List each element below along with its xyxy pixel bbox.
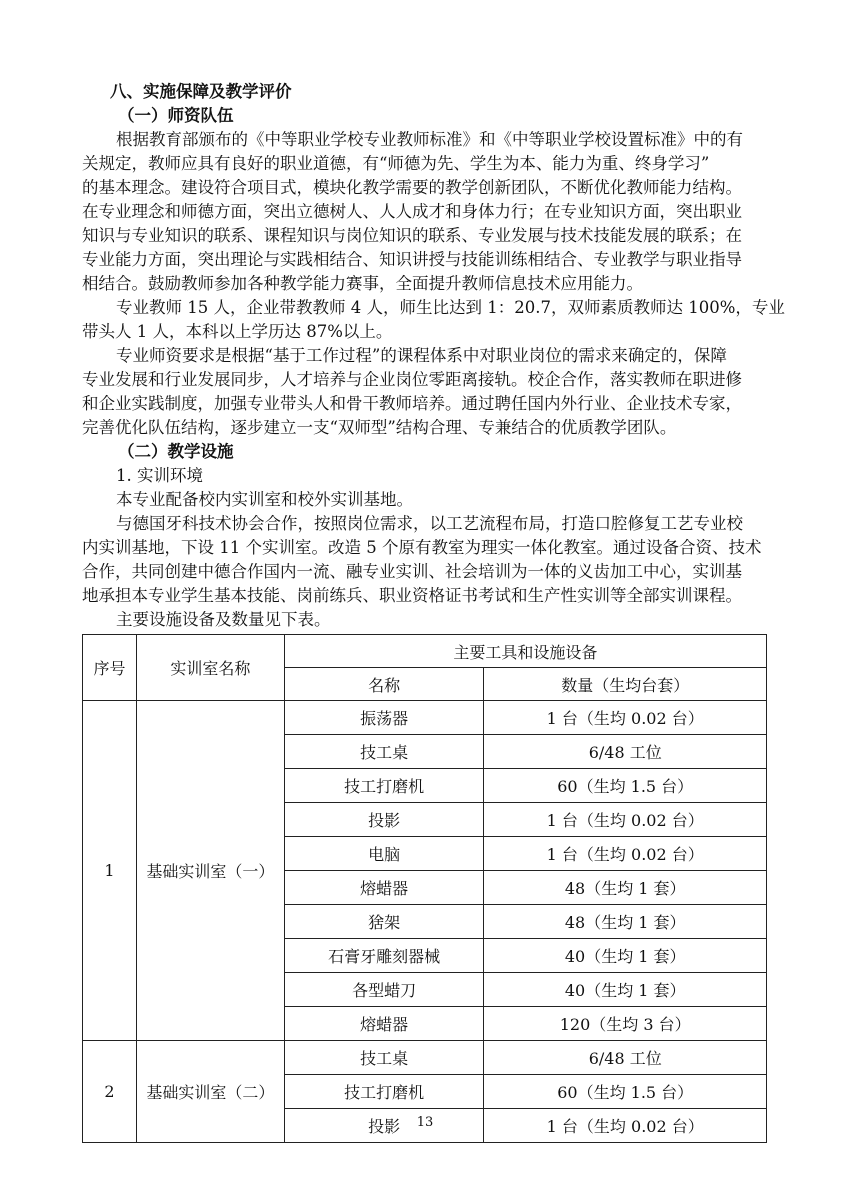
paragraph-line: 知识与专业知识的联系、课程知识与岗位知识的联系、专业发展与技术技能发展的联系；在 bbox=[82, 226, 742, 245]
table-header-row bbox=[83, 635, 767, 668]
room-index-cell: 1 bbox=[83, 701, 137, 1041]
item-qty-cell: 48（生均 1 套） bbox=[484, 871, 767, 905]
paragraph-line: 本专业配备校内实训室和校外实训基地。 bbox=[116, 490, 413, 509]
item-qty-cell: 120（生均 3 台） bbox=[484, 1007, 767, 1041]
item-name-cell: 技工打磨机 bbox=[284, 769, 484, 803]
subsection-heading-facilities: （二）教学设施 bbox=[118, 442, 234, 461]
item-qty-cell: 60（生均 1.5 台） bbox=[484, 1075, 767, 1109]
item-name-cell: 熔蜡器 bbox=[284, 871, 484, 905]
header-equipment-group: 主要工具和设施设备 bbox=[284, 635, 766, 668]
paragraph-line: 内实训基地，下设 11 个实训室。改造 5 个原有教室为理实一体化教室。通过设备合资、技术 bbox=[82, 538, 762, 557]
item-qty-cell: 1 台（生均 0.02 台） bbox=[484, 1109, 767, 1143]
item-name-cell: 猞架 bbox=[284, 905, 484, 939]
paragraph-line: 专业能力方面，突出理论与实践相结合、知识讲授与技能训练相结合、专业教学与职业指导 bbox=[82, 250, 742, 269]
paragraph-line: 完善优化队伍结构，逐步建立一支“双师型”结构合理、专兼结合的优质教学团队。 bbox=[82, 418, 677, 437]
item-name-cell: 各型蜡刀 bbox=[284, 973, 484, 1007]
item-qty-cell: 48（生均 1 套） bbox=[484, 905, 767, 939]
header-item-name: 名称 bbox=[284, 668, 484, 701]
item-name-cell: 电脑 bbox=[284, 837, 484, 871]
item-name-cell: 投影 bbox=[284, 1109, 484, 1143]
item-qty-cell: 1 台（生均 0.02 台） bbox=[484, 837, 767, 871]
paragraph-line: 和企业实践制度，加强专业带头人和骨干教师培养。通过聘任国内外行业、企业技术专家， bbox=[82, 394, 742, 413]
item-qty-cell: 40（生均 1 套） bbox=[484, 973, 767, 1007]
room-name-cell: 基础实训室（二） bbox=[136, 1041, 284, 1143]
item-name-cell: 振荡器 bbox=[284, 701, 484, 735]
table-row bbox=[83, 1041, 767, 1075]
paragraph-line: 关规定，教师应具有良好的职业道德，有“师德为先、学生为本、能力为重、终身学习” bbox=[82, 154, 710, 173]
paragraph-line: 合作，共同创建中德合作国内一流、融专业实训、社会培训为一体的义齿加工中心，实训基 bbox=[82, 562, 742, 581]
facilities-table bbox=[82, 634, 767, 1143]
item-qty-cell: 40（生均 1 套） bbox=[484, 939, 767, 973]
table-row bbox=[83, 701, 767, 735]
item-name-cell: 技工桌 bbox=[284, 735, 484, 769]
paragraph-line: 根据教育部颁布的《中等职业学校专业教师标准》和《中等职业学校设置标准》中的有 bbox=[116, 130, 743, 149]
paragraph-line: 与德国牙科技术协会合作，按照岗位需求，以工艺流程布局，打造口腔修复工艺专业校 bbox=[116, 514, 743, 533]
header-index: 序号 bbox=[83, 635, 137, 701]
room-name-cell: 基础实训室（一） bbox=[136, 701, 284, 1041]
paragraph-line: 专业师资要求是根据“基于工作过程”的课程体系中对职业岗位的需求来确定的，保障 bbox=[116, 346, 727, 365]
paragraph-line: 相结合。鼓励教师参加各种教学能力赛事，全面提升教师信息技术应用能力。 bbox=[82, 274, 643, 293]
paragraph-line: 专业教师 15 人，企业带教教师 4 人，师生比达到 1：20.7，双师素质教师达 100%，专业 bbox=[116, 298, 785, 317]
item-qty-cell: 6/48 工位 bbox=[484, 1041, 767, 1075]
paragraph-line: 带头人 1 人，本科以上学历达 87%以上。 bbox=[82, 322, 393, 341]
header-room-name: 实训室名称 bbox=[136, 635, 284, 701]
page-number: 13 bbox=[416, 1115, 434, 1130]
paragraph-line: 主要设施设备及数量见下表。 bbox=[116, 610, 331, 629]
item-qty-cell: 1 台（生均 0.02 台） bbox=[484, 701, 767, 735]
item-qty-cell: 6/48 工位 bbox=[484, 735, 767, 769]
header-quantity: 数量（生均台套） bbox=[484, 668, 767, 701]
item-qty-cell: 60（生均 1.5 台） bbox=[484, 769, 767, 803]
subheading-training: 1. 实训环境 bbox=[116, 466, 203, 485]
subsection-heading-faculty: （一）师资队伍 bbox=[118, 106, 234, 125]
paragraph-line: 专业发展和行业发展同步，人才培养与企业岗位零距离接轨。校企合作，落实教师在职进修 bbox=[82, 370, 742, 389]
item-name-cell: 熔蜡器 bbox=[284, 1007, 484, 1041]
item-qty-cell: 1 台（生均 0.02 台） bbox=[484, 803, 767, 837]
room-index-cell: 2 bbox=[83, 1041, 137, 1143]
item-name-cell: 石膏牙雕刻器械 bbox=[284, 939, 484, 973]
paragraph-line: 在专业理念和师德方面，突出立德树人、人人成才和身体力行；在专业知识方面，突出职业 bbox=[82, 202, 742, 221]
item-name-cell: 技工桌 bbox=[284, 1041, 484, 1075]
paragraph-line: 的基本理念。建设符合项目式，模块化教学需要的教学创新团队，不断优化教师能力结构。 bbox=[82, 178, 742, 197]
section-heading: 八、实施保障及教学评价 bbox=[110, 82, 292, 101]
item-name-cell: 技工打磨机 bbox=[284, 1075, 484, 1109]
item-name-cell: 投影 bbox=[284, 803, 484, 837]
paragraph-line: 地承担本专业学生基本技能、岗前练兵、职业资格证书考试和生产性实训等全部实训课程。 bbox=[82, 586, 742, 605]
